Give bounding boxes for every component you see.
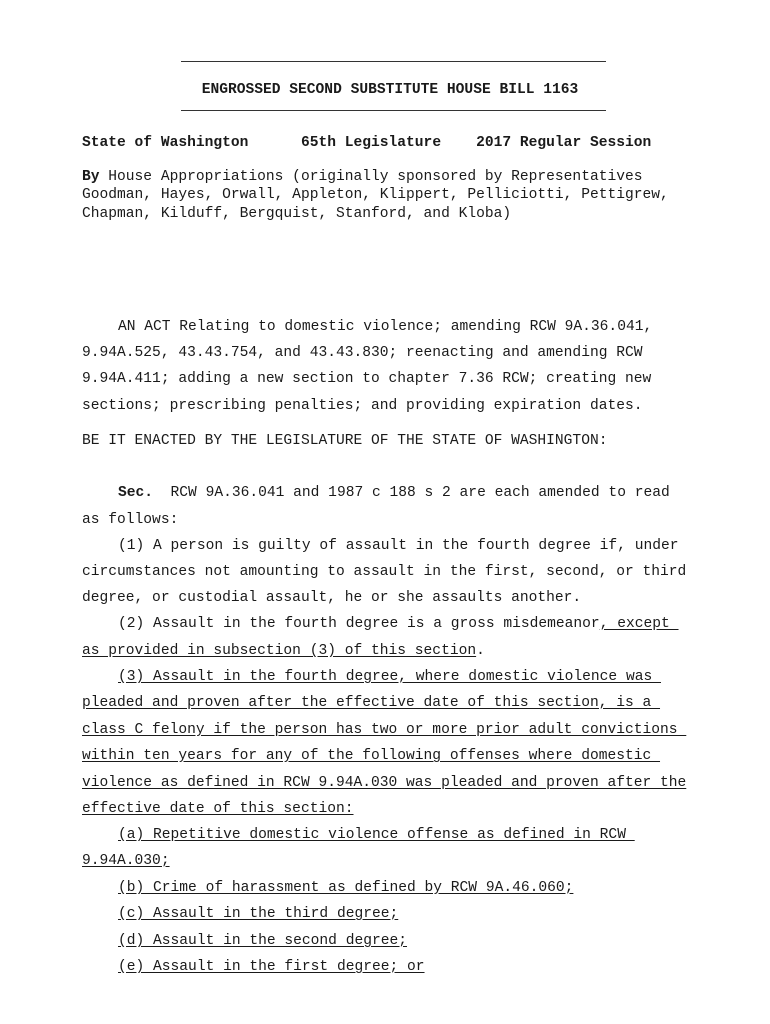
sponsor-line-3: Chapman, Kilduff, Bergquist, Stanford, and Kloba) [82, 206, 512, 222]
by-label: By [82, 169, 100, 185]
subsection-1-line-1: (1) A person is guilty of assault in the fourth degree if, under [118, 538, 679, 554]
session-name: 2017 Regular Session [476, 135, 652, 151]
title-rule [181, 110, 606, 111]
item-a-line-2: 9.94A.030; [82, 853, 170, 869]
item-c: (c) Assault in the third degree; [118, 906, 399, 922]
state-name: State of Washington [82, 135, 249, 151]
item-e: (e) Assault in the first degree; or [118, 959, 425, 975]
inserted-text: as provided in subsection (3) of this section [82, 643, 477, 659]
item-a-line-1: (a) Repetitive domestic violence offense as defined in RCW [118, 827, 635, 843]
act-line-2: 9.94A.525, 43.43.754, and 43.43.830; reenacting and amending RCW [82, 345, 643, 361]
section-intro-line-2: as follows: [82, 512, 179, 528]
subsection-3-line-2: pleaded and proven after the effective date of this section, is a [82, 695, 661, 711]
subsection-2-line-1: (2) Assault in the fourth degree is a gross misdemeanor, except [118, 616, 679, 632]
subsection-1-line-3: degree, or custodial assault, he or she assaults another. [82, 590, 582, 606]
subsection-3-line-6: effective date of this section: [82, 801, 354, 817]
subsection-1-line-2: circumstances not amounting to assault in the first, second, or third [82, 564, 687, 580]
top-rule [181, 61, 606, 62]
bill-title: ENGROSSED SECOND SUBSTITUTE HOUSE BILL 1163 [201, 82, 579, 98]
act-line-3: 9.94A.411; adding a new section to chapter 7.36 RCW; creating new [82, 371, 652, 387]
sponsor-line-2: Goodman, Hayes, Orwall, Appleton, Klippert, Pelliciotti, Pettigrew, [82, 187, 669, 203]
item-b: (b) Crime of harassment as defined by RCW 9A.46.060; [118, 880, 574, 896]
act-line-1: AN ACT Relating to domestic violence; amending RCW 9A.36.041, [118, 319, 653, 335]
subsection-2-line-2: as provided in subsection (3) of this section. [82, 643, 485, 659]
subsection-3-line-5: violence as defined in RCW 9.94A.030 was pleaded and proven after the [82, 775, 687, 791]
subsection-3-line-1: (3) Assault in the fourth degree, where domestic violence was [118, 669, 661, 685]
sec-label: Sec. [118, 485, 154, 501]
subsection-3-line-3: class C felony if the person has two or more prior adult convictions [82, 722, 687, 738]
legislature-name: 65th Legislature [300, 135, 442, 151]
enacting-clause: BE IT ENACTED BY THE LEGISLATURE OF THE STATE OF WASHINGTON: [82, 433, 608, 449]
sponsor-line-1: By House Appropriations (originally sponsored by Representatives [82, 169, 643, 185]
act-line-4: sections; prescribing penalties; and providing expiration dates. [82, 398, 643, 414]
inserted-text: , except [599, 616, 679, 632]
session-header [82, 134, 651, 152]
item-d: (d) Assault in the second degree; [118, 933, 408, 949]
section-intro-line-1: Sec. RCW 9A.36.041 and 1987 c 188 s 2 are each amended to read [118, 485, 670, 501]
subsection-3-line-4: within ten years for any of the following offenses where domestic [82, 748, 661, 764]
